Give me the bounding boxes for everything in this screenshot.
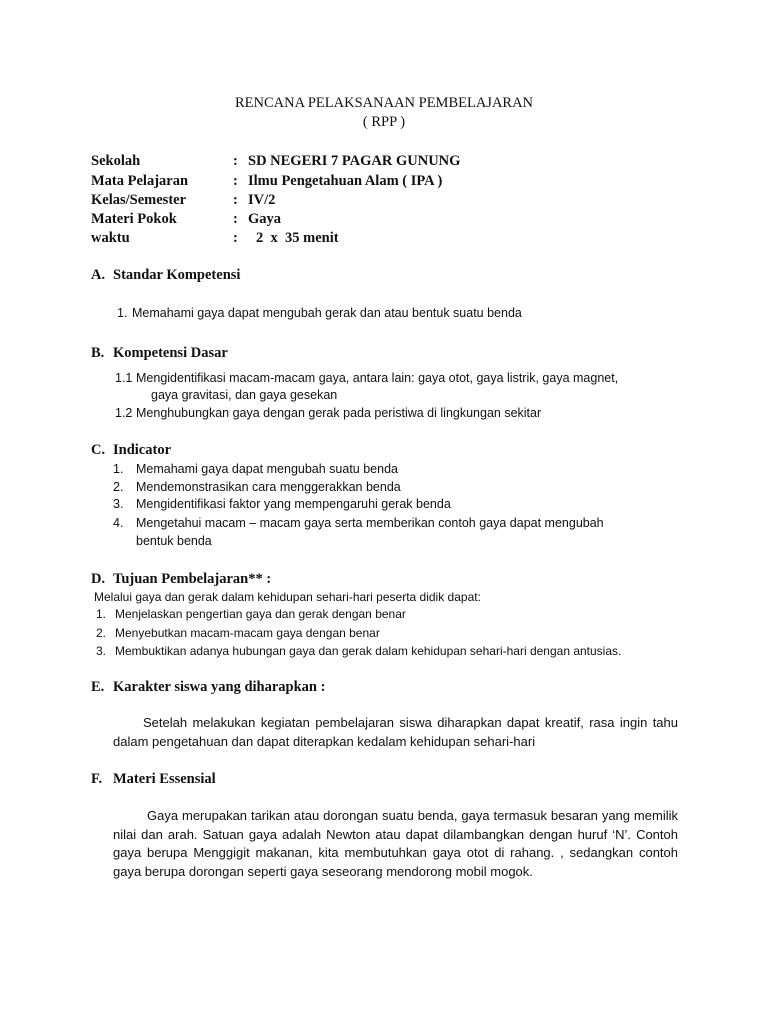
section-f-heading: Materi Essensial bbox=[113, 771, 216, 787]
identity-colon: : bbox=[233, 153, 238, 169]
list-item: Membuktikan adanya hubungan gaya dan gerak dalam kehidupan sehari-hari dengan antusias. bbox=[115, 644, 622, 658]
section-c-heading: Indicator bbox=[113, 442, 171, 458]
list-item: Menghubungkan gaya dengan gerak pada peristiwa di lingkungan sekitar bbox=[136, 406, 542, 420]
list-item-number: 1. bbox=[96, 607, 107, 621]
list-item-number: 3. bbox=[96, 644, 107, 658]
identity-label: waktu bbox=[91, 230, 130, 246]
document-subtitle: ( RPP ) bbox=[362, 114, 406, 130]
section-d-letter: D. bbox=[91, 571, 106, 587]
list-item: Mengetahui macam – macam gaya serta memberikan contoh gaya dapat mengubah bbox=[136, 516, 604, 530]
list-item-number: 1. bbox=[113, 462, 124, 476]
list-item-number: 1.2 bbox=[115, 406, 133, 420]
identity-colon: : bbox=[233, 192, 238, 208]
list-item-number: 1.1 bbox=[115, 371, 133, 385]
list-item-number: 3. bbox=[113, 497, 124, 511]
section-a-letter: A. bbox=[91, 267, 106, 283]
identity-value: IV/2 bbox=[248, 192, 276, 208]
identity-label: Sekolah bbox=[91, 153, 141, 169]
list-item-number: 1. bbox=[117, 306, 128, 320]
list-item-number: 2. bbox=[113, 480, 124, 494]
identity-label: Materi Pokok bbox=[91, 211, 177, 227]
document-title: RENCANA PELAKSANAAN PEMBELAJARAN bbox=[234, 95, 534, 111]
list-item: Menjelaskan pengertian gaya dan gerak dengan benar bbox=[115, 607, 406, 621]
list-item: Mendemonstrasikan cara menggerakkan benda bbox=[136, 480, 401, 494]
list-item-number: 4. bbox=[113, 516, 124, 530]
identity-value: 2 x 35 menit bbox=[256, 230, 339, 246]
section-e-paragraph: Setelah melakukan kegiatan pembelajaran siswa diharapkan dapat kreatif, rasa ingin tahu dalam pengetahuan dan dapat diterapkan kedalam kehidupan sehari-hari bbox=[113, 715, 678, 749]
section-d-heading: Tujuan Pembelajaran** : bbox=[113, 571, 272, 587]
identity-label: Kelas/Semester bbox=[91, 192, 187, 208]
section-b-heading: Kompetensi Dasar bbox=[113, 345, 228, 361]
list-item: Menyebutkan macam-macam gaya dengan benar bbox=[115, 626, 380, 640]
section-a-heading: Standar Kompetensi bbox=[113, 267, 241, 283]
section-c-letter: C. bbox=[91, 442, 106, 458]
list-item: Memahami gaya dapat mengubah suatu benda bbox=[136, 462, 398, 476]
list-item: Mengidentifikasi faktor yang mempengaruhi gerak benda bbox=[136, 497, 451, 511]
section-b-letter: B. bbox=[91, 345, 105, 361]
section-f-letter: F. bbox=[91, 771, 103, 787]
identity-label: Mata Pelajaran bbox=[91, 173, 189, 189]
identity-colon: : bbox=[233, 173, 238, 189]
list-item-continuation: gaya gravitasi, dan gaya gesekan bbox=[151, 388, 338, 402]
identity-value: SD NEGERI 7 PAGAR GUNUNG bbox=[248, 153, 461, 169]
section-e-heading: Karakter siswa yang diharapkan : bbox=[113, 679, 326, 695]
identity-value: Gaya bbox=[248, 211, 282, 227]
identity-colon: : bbox=[233, 211, 238, 227]
section-f-paragraph: Gaya merupakan tarikan atau dorongan suatu benda, gaya termasuk besaran yang memilik nilai dan arah. Satuan gaya adalah Newton atau dapat dilambangkan dengan huruf ‘N’. Contoh gaya berupa Menggigit makanan, kita membutuhkan gaya otot di rahang. , sedangkan contoh gaya berupa dorongan seperti gaya seseorang mendorong mobil mogok. bbox=[113, 808, 678, 879]
list-item-number: 2. bbox=[96, 626, 107, 640]
section-e-letter: E. bbox=[91, 679, 105, 695]
list-item: Memahami gaya dapat mengubah gerak dan atau bentuk suatu benda bbox=[132, 306, 522, 320]
identity-value: Ilmu Pengetahuan Alam ( IPA ) bbox=[248, 173, 443, 189]
section-d-intro: Melalui gaya dan gerak dalam kehidupan sehari-hari peserta didik dapat: bbox=[94, 590, 481, 604]
list-item-continuation: bentuk benda bbox=[136, 534, 212, 548]
list-item: Mengidentifikasi macam-macam gaya, antara lain: gaya otot, gaya listrik, gaya magnet, bbox=[136, 371, 619, 385]
identity-colon: : bbox=[233, 230, 238, 246]
